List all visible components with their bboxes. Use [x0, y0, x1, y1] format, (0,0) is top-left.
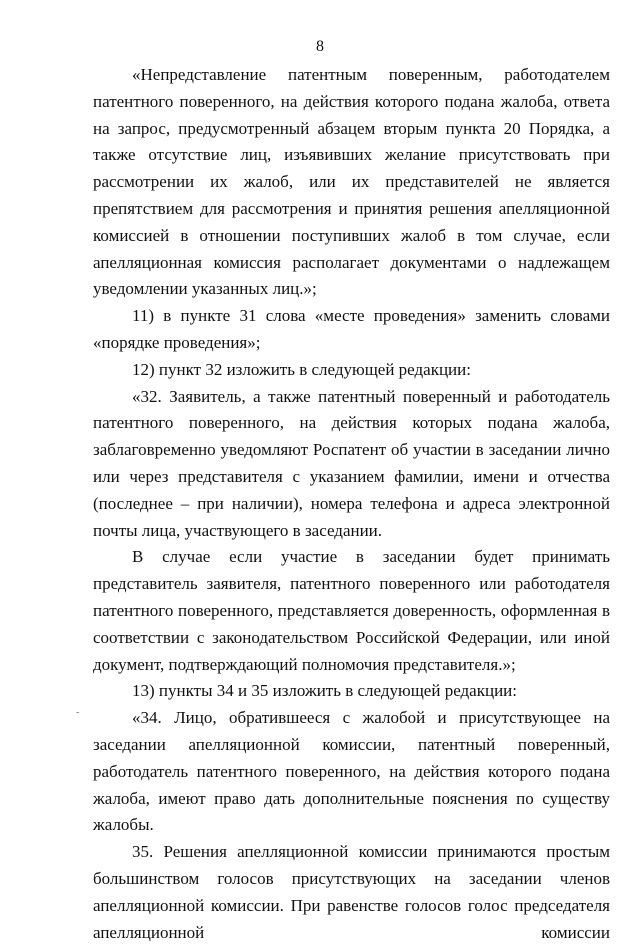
paragraph-clause-35: 35. Решения апелляционной комиссии принимаются простым большинством голосов присутствующих на заседании членов апелляционной комиссии. При равенстве голосов голос председателя апелляционной комиссии [93, 842, 610, 942]
paragraph-clause-32: «32. Заявитель, а также патентный поверенный и работодатель патентного поверенного, на действия которых подана жалоба, заблаговременно уведомляют Роспатент об участии в заседании лично или через представителя с указанием фамилии, имени и отчества (последнее – при наличии), номера телефона и адреса электронной почты лица, участвующего в заседании. [93, 386, 610, 540]
paragraph-item-13: 13) пункты 34 и 35 изложить в следующей редакции: [132, 681, 517, 701]
paragraph-item-12: 12) пункт 32 изложить в следующей редакции: [132, 359, 471, 379]
scan-mark-icon: - [76, 707, 80, 718]
page-number: 8 [316, 38, 324, 55]
paragraph-clause-34: «34. Лицо, обратившееся с жалобой и присутствующее на заседании апелляционной комиссии, патентный поверенный, работодатель патентного поверенного, на действия которого подана жалоба, имеют право дать дополнительные пояснения по существу жалобы. [93, 708, 610, 835]
paragraph-representative: В случае если участие в заседании будет принимать представитель заявителя, патентного поверенного или работодателя патентного поверенного, представляется доверенность, оформленная в соответствии с законодательством Российской Федерации, или иной документ, подтверждающий полномочия представителя.»; [93, 547, 610, 674]
paragraph-nonsubmission: «Непредставление патентным поверенным, работодателем патентного поверенного, на действия которого подана жалоба, ответа на запрос, предусмотренный абзацем вторым пункта 20 Порядка, а также отсутствие лиц, изъявивших желание присутствовать при рассмотрении их жалоб, или их представителей не является препятствием для рассмотрения и принятия решения апелляционной комиссией в отношении поступивших жалоб в том случае, если апелляционная комиссия располагает документами о надлежащем уведомлении указанных лиц.»; [93, 65, 610, 299]
paragraph-item-11: 11) в пункте 31 слова «месте проведения» заменить словами «порядке проведения»; [93, 306, 610, 352]
document-body [93, 62, 610, 946]
